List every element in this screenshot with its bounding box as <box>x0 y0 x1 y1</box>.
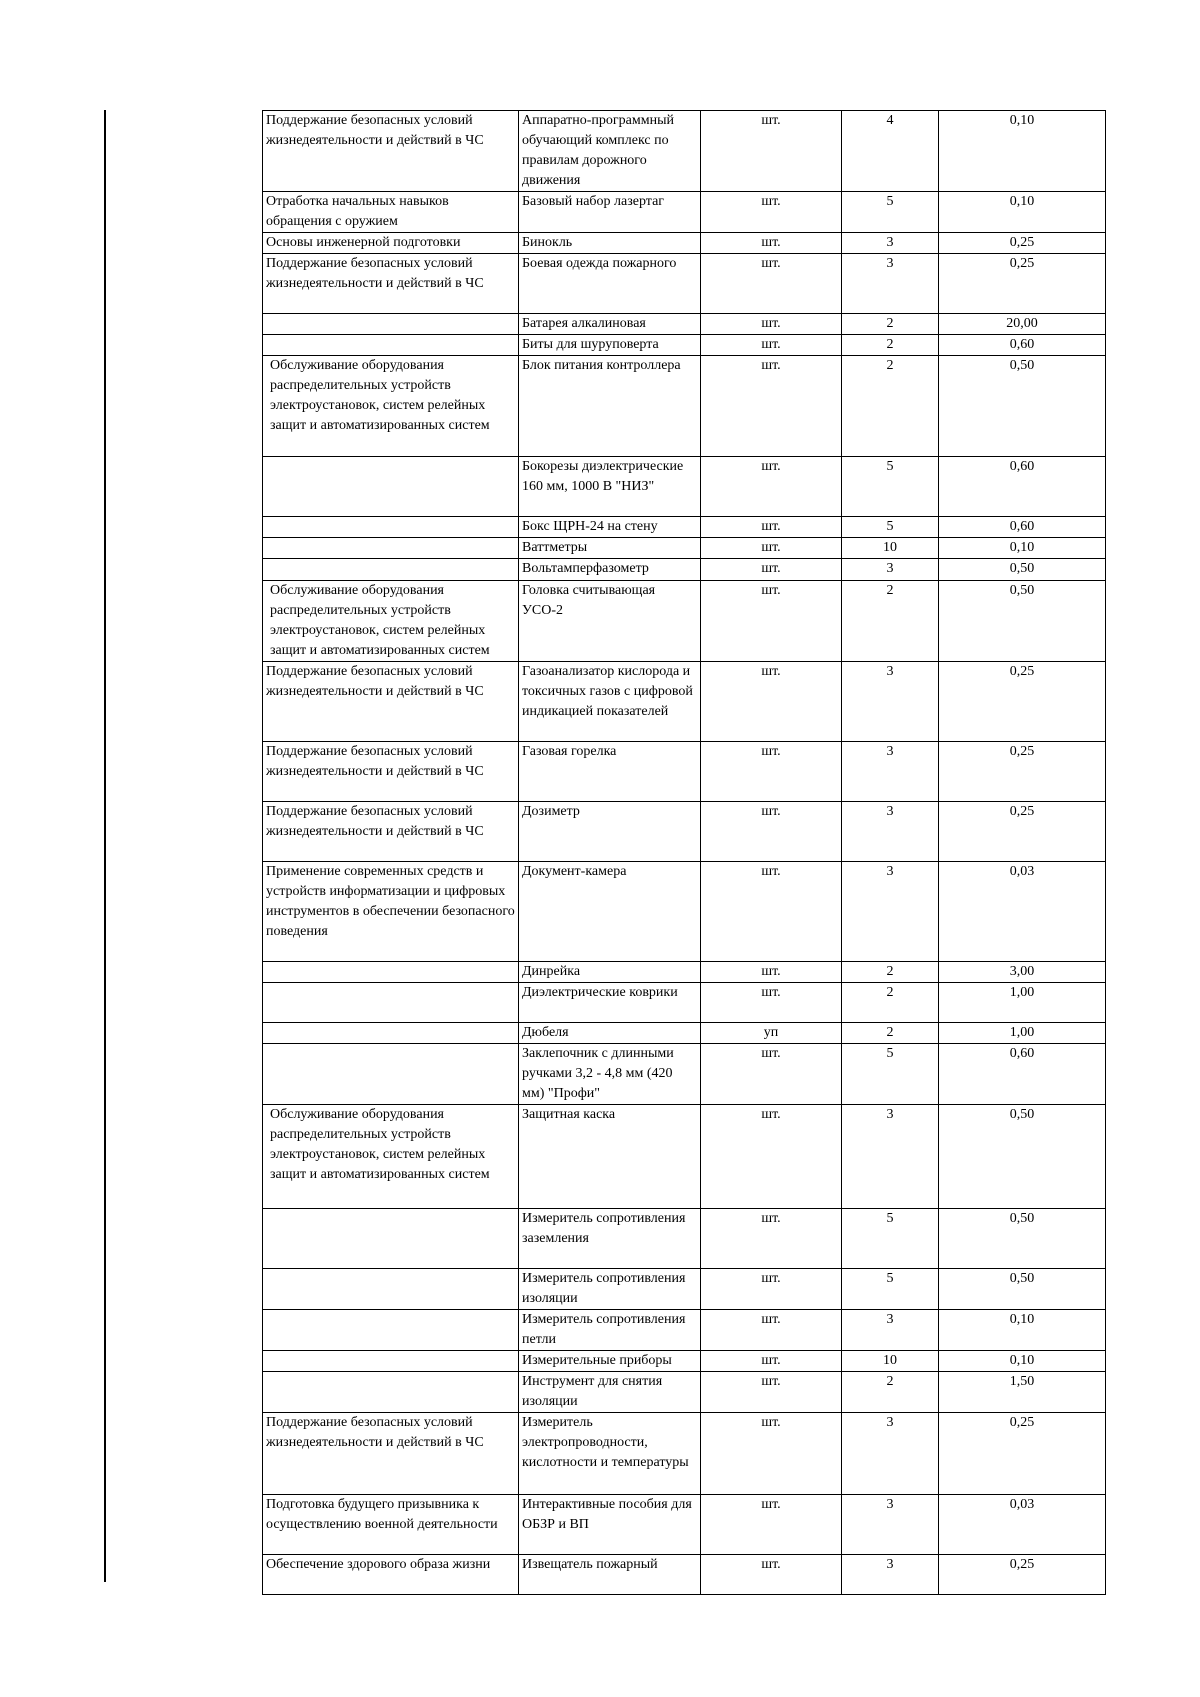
cell-subject <box>263 962 519 983</box>
cell-value: 0,25 <box>939 742 1106 802</box>
cell-unit: шт. <box>701 1209 842 1269</box>
cell-value: 0,25 <box>939 802 1106 862</box>
table-row <box>263 559 1106 581</box>
cell-item-name: Батарея алкалиновая <box>519 314 701 335</box>
table-row <box>263 356 1106 457</box>
cell-item-name: Измерительные приборы <box>519 1351 701 1372</box>
table-row <box>263 1209 1106 1269</box>
cell-item-name: Измеритель сопротивления петли <box>519 1310 701 1351</box>
cell-unit: уп <box>701 1023 842 1044</box>
cell-unit: шт. <box>701 559 842 581</box>
cell-value: 0,03 <box>939 862 1106 962</box>
cell-unit: шт. <box>701 1372 842 1413</box>
cell-quantity: 3 <box>842 742 939 802</box>
table-row <box>263 662 1106 742</box>
cell-unit: шт. <box>701 662 842 742</box>
table-row <box>263 1269 1106 1310</box>
cell-subject <box>263 1372 519 1413</box>
table-row <box>263 1310 1106 1351</box>
cell-value: 0,50 <box>939 1269 1106 1310</box>
cell-quantity: 3 <box>842 1495 939 1555</box>
cell-unit: шт. <box>701 1413 842 1495</box>
cell-subject <box>263 457 519 517</box>
cell-value: 0,25 <box>939 662 1106 742</box>
cell-value: 0,50 <box>939 1209 1106 1269</box>
cell-item-name: Газоанализатор кислорода и токсичных газов с цифровой индикацией показателей <box>519 662 701 742</box>
cell-unit: шт. <box>701 1044 842 1105</box>
cell-subject: Поддержание безопасных условий жизнедеятельности и действий в ЧС <box>263 802 519 862</box>
cell-subject: Поддержание безопасных условий жизнедеятельности и действий в ЧС <box>263 254 519 314</box>
cell-unit: шт. <box>701 962 842 983</box>
cell-value: 0,50 <box>939 356 1106 457</box>
table-row <box>263 1351 1106 1372</box>
cell-subject: Применение современных средств и устройств информатизации и цифровых инструментов в обеспечении безопасного поведения <box>263 862 519 962</box>
cell-value: 0,25 <box>939 233 1106 254</box>
cell-subject <box>263 314 519 335</box>
cell-unit: шт. <box>701 862 842 962</box>
cell-item-name: Аппаратно-программный обучающий комплекс по правилам дорожного движения <box>519 111 701 192</box>
cell-quantity: 3 <box>842 662 939 742</box>
cell-item-name: Бокорезы диэлектрические 160 мм, 1000 В "НИЗ" <box>519 457 701 517</box>
cell-value: 3,00 <box>939 962 1106 983</box>
cell-unit: шт. <box>701 1105 842 1209</box>
cell-quantity: 2 <box>842 581 939 662</box>
cell-unit: шт. <box>701 254 842 314</box>
cell-item-name: Блок питания контроллера <box>519 356 701 457</box>
cell-item-name: Бинокль <box>519 233 701 254</box>
cell-quantity: 5 <box>842 517 939 538</box>
cell-quantity: 5 <box>842 192 939 233</box>
cell-subject: Подготовка будущего призывника к осуществлению военной деятельности <box>263 1495 519 1555</box>
table-row <box>263 862 1106 962</box>
cell-value: 0,10 <box>939 538 1106 559</box>
cell-value: 0,10 <box>939 111 1106 192</box>
cell-value: 0,50 <box>939 1105 1106 1209</box>
cell-unit: шт. <box>701 983 842 1023</box>
cell-unit: шт. <box>701 457 842 517</box>
table-row <box>263 983 1106 1023</box>
cell-subject <box>263 538 519 559</box>
cell-quantity: 2 <box>842 356 939 457</box>
cell-subject <box>263 1269 519 1310</box>
cell-quantity: 2 <box>842 962 939 983</box>
table-row <box>263 111 1106 192</box>
cell-unit: шт. <box>701 802 842 862</box>
cell-subject: Поддержание безопасных условий жизнедеятельности и действий в ЧС <box>263 662 519 742</box>
cell-unit: шт. <box>701 1310 842 1351</box>
cell-value: 1,00 <box>939 983 1106 1023</box>
cell-quantity: 2 <box>842 1023 939 1044</box>
cell-quantity: 3 <box>842 1105 939 1209</box>
table-row <box>263 457 1106 517</box>
cell-value: 0,25 <box>939 1555 1106 1595</box>
cell-item-name: Вольтамперфазометр <box>519 559 701 581</box>
table-row <box>263 742 1106 802</box>
cell-unit: шт. <box>701 356 842 457</box>
cell-item-name: Диэлектрические коврики <box>519 983 701 1023</box>
table-row <box>263 254 1106 314</box>
cell-subject <box>263 1044 519 1105</box>
table-row <box>263 538 1106 559</box>
cell-quantity: 3 <box>842 1310 939 1351</box>
cell-unit: шт. <box>701 1495 842 1555</box>
cell-unit: шт. <box>701 111 842 192</box>
cell-subject <box>263 1023 519 1044</box>
cell-item-name: Интерактивные пособия для ОБЗР и ВП <box>519 1495 701 1555</box>
cell-subject: Основы инженерной подготовки <box>263 233 519 254</box>
cell-value: 0,10 <box>939 1310 1106 1351</box>
table-row <box>263 233 1106 254</box>
cell-unit: шт. <box>701 335 842 356</box>
table-row <box>263 517 1106 538</box>
cell-quantity: 3 <box>842 862 939 962</box>
cell-subject <box>263 517 519 538</box>
cell-item-name: Извещатель пожарный <box>519 1555 701 1595</box>
table-row <box>263 192 1106 233</box>
table-row <box>263 1372 1106 1413</box>
cell-item-name: Ваттметры <box>519 538 701 559</box>
cell-item-name: Измеритель сопротивления заземления <box>519 1209 701 1269</box>
cell-value: 0,03 <box>939 1495 1106 1555</box>
cell-item-name: Динрейка <box>519 962 701 983</box>
cell-unit: шт. <box>701 538 842 559</box>
cell-item-name: Базовый набор лазертаг <box>519 192 701 233</box>
cell-unit: шт. <box>701 233 842 254</box>
cell-unit: шт. <box>701 1351 842 1372</box>
cell-subject <box>263 1351 519 1372</box>
cell-subject <box>263 1209 519 1269</box>
cell-value: 0,50 <box>939 581 1106 662</box>
cell-value: 0,25 <box>939 254 1106 314</box>
cell-unit: шт. <box>701 314 842 335</box>
cell-subject: Обслуживание оборудования распределительных устройств электроустановок, систем релейных защит и автоматизированных систем <box>263 356 519 457</box>
cell-item-name: Дюбеля <box>519 1023 701 1044</box>
cell-value: 0,10 <box>939 1351 1106 1372</box>
cell-quantity: 3 <box>842 559 939 581</box>
cell-subject: Обслуживание оборудования распределительных устройств электроустановок, систем релейных защит и автоматизированных систем <box>263 1105 519 1209</box>
cell-value: 20,00 <box>939 314 1106 335</box>
cell-item-name: Инструмент для снятия изоляции <box>519 1372 701 1413</box>
cell-subject: Отработка начальных навыков обращения с оружием <box>263 192 519 233</box>
cell-quantity: 2 <box>842 335 939 356</box>
table-row <box>263 1023 1106 1044</box>
cell-subject <box>263 1310 519 1351</box>
cell-item-name: Документ-камера <box>519 862 701 962</box>
cell-item-name: Бокс ЩРН-24 на стену <box>519 517 701 538</box>
table-row <box>263 335 1106 356</box>
cell-unit: шт. <box>701 517 842 538</box>
cell-item-name: Измеритель электропроводности, кислотности и температуры <box>519 1413 701 1495</box>
cell-quantity: 3 <box>842 233 939 254</box>
table-row <box>263 1495 1106 1555</box>
table-row <box>263 1044 1106 1105</box>
cell-value: 0,60 <box>939 457 1106 517</box>
cell-quantity: 2 <box>842 314 939 335</box>
cell-value: 0,60 <box>939 335 1106 356</box>
cell-value: 1,00 <box>939 1023 1106 1044</box>
cell-quantity: 3 <box>842 254 939 314</box>
table-row <box>263 802 1106 862</box>
cell-unit: шт. <box>701 742 842 802</box>
table-row <box>263 1555 1106 1595</box>
table-row <box>263 1413 1106 1495</box>
cell-quantity: 5 <box>842 1044 939 1105</box>
cell-item-name: Боевая одежда пожарного <box>519 254 701 314</box>
cell-unit: шт. <box>701 1555 842 1595</box>
cell-subject: Поддержание безопасных условий жизнедеятельности и действий в ЧС <box>263 111 519 192</box>
cell-quantity: 10 <box>842 538 939 559</box>
cell-subject: Поддержание безопасных условий жизнедеятельности и действий в ЧС <box>263 742 519 802</box>
cell-value: 1,50 <box>939 1372 1106 1413</box>
cell-subject <box>263 983 519 1023</box>
cell-subject <box>263 335 519 356</box>
cell-subject <box>263 559 519 581</box>
cell-value: 0,60 <box>939 517 1106 538</box>
cell-item-name: Биты для шуруповерта <box>519 335 701 356</box>
left-margin-line <box>104 110 106 1582</box>
cell-subject: Поддержание безопасных условий жизнедеятельности и действий в ЧС <box>263 1413 519 1495</box>
table-row <box>263 962 1106 983</box>
cell-quantity: 5 <box>842 1209 939 1269</box>
cell-value: 0,60 <box>939 1044 1106 1105</box>
cell-quantity: 3 <box>842 1555 939 1595</box>
table-row <box>263 581 1106 662</box>
cell-quantity: 2 <box>842 983 939 1023</box>
cell-unit: шт. <box>701 192 842 233</box>
cell-item-name: Головка считывающая УСО-2 <box>519 581 701 662</box>
cell-quantity: 3 <box>842 1413 939 1495</box>
cell-item-name: Заклепочник с длинными ручками 3,2 - 4,8 мм (420 мм) "Профи" <box>519 1044 701 1105</box>
table-row <box>263 314 1106 335</box>
cell-value: 0,25 <box>939 1413 1106 1495</box>
cell-item-name: Защитная каска <box>519 1105 701 1209</box>
cell-quantity: 5 <box>842 1269 939 1310</box>
cell-quantity: 10 <box>842 1351 939 1372</box>
cell-item-name: Дозиметр <box>519 802 701 862</box>
cell-quantity: 5 <box>842 457 939 517</box>
table-row <box>263 1105 1106 1209</box>
cell-quantity: 4 <box>842 111 939 192</box>
cell-subject: Обслуживание оборудования распределительных устройств электроустановок, систем релейных защит и автоматизированных систем <box>263 581 519 662</box>
cell-quantity: 3 <box>842 802 939 862</box>
cell-unit: шт. <box>701 1269 842 1310</box>
cell-quantity: 2 <box>842 1372 939 1413</box>
equipment-table <box>262 110 1106 1595</box>
cell-value: 0,50 <box>939 559 1106 581</box>
cell-subject: Обеспечение здорового образа жизни <box>263 1555 519 1595</box>
cell-item-name: Газовая горелка <box>519 742 701 802</box>
cell-item-name: Измеритель сопротивления изоляции <box>519 1269 701 1310</box>
cell-unit: шт. <box>701 581 842 662</box>
cell-value: 0,10 <box>939 192 1106 233</box>
